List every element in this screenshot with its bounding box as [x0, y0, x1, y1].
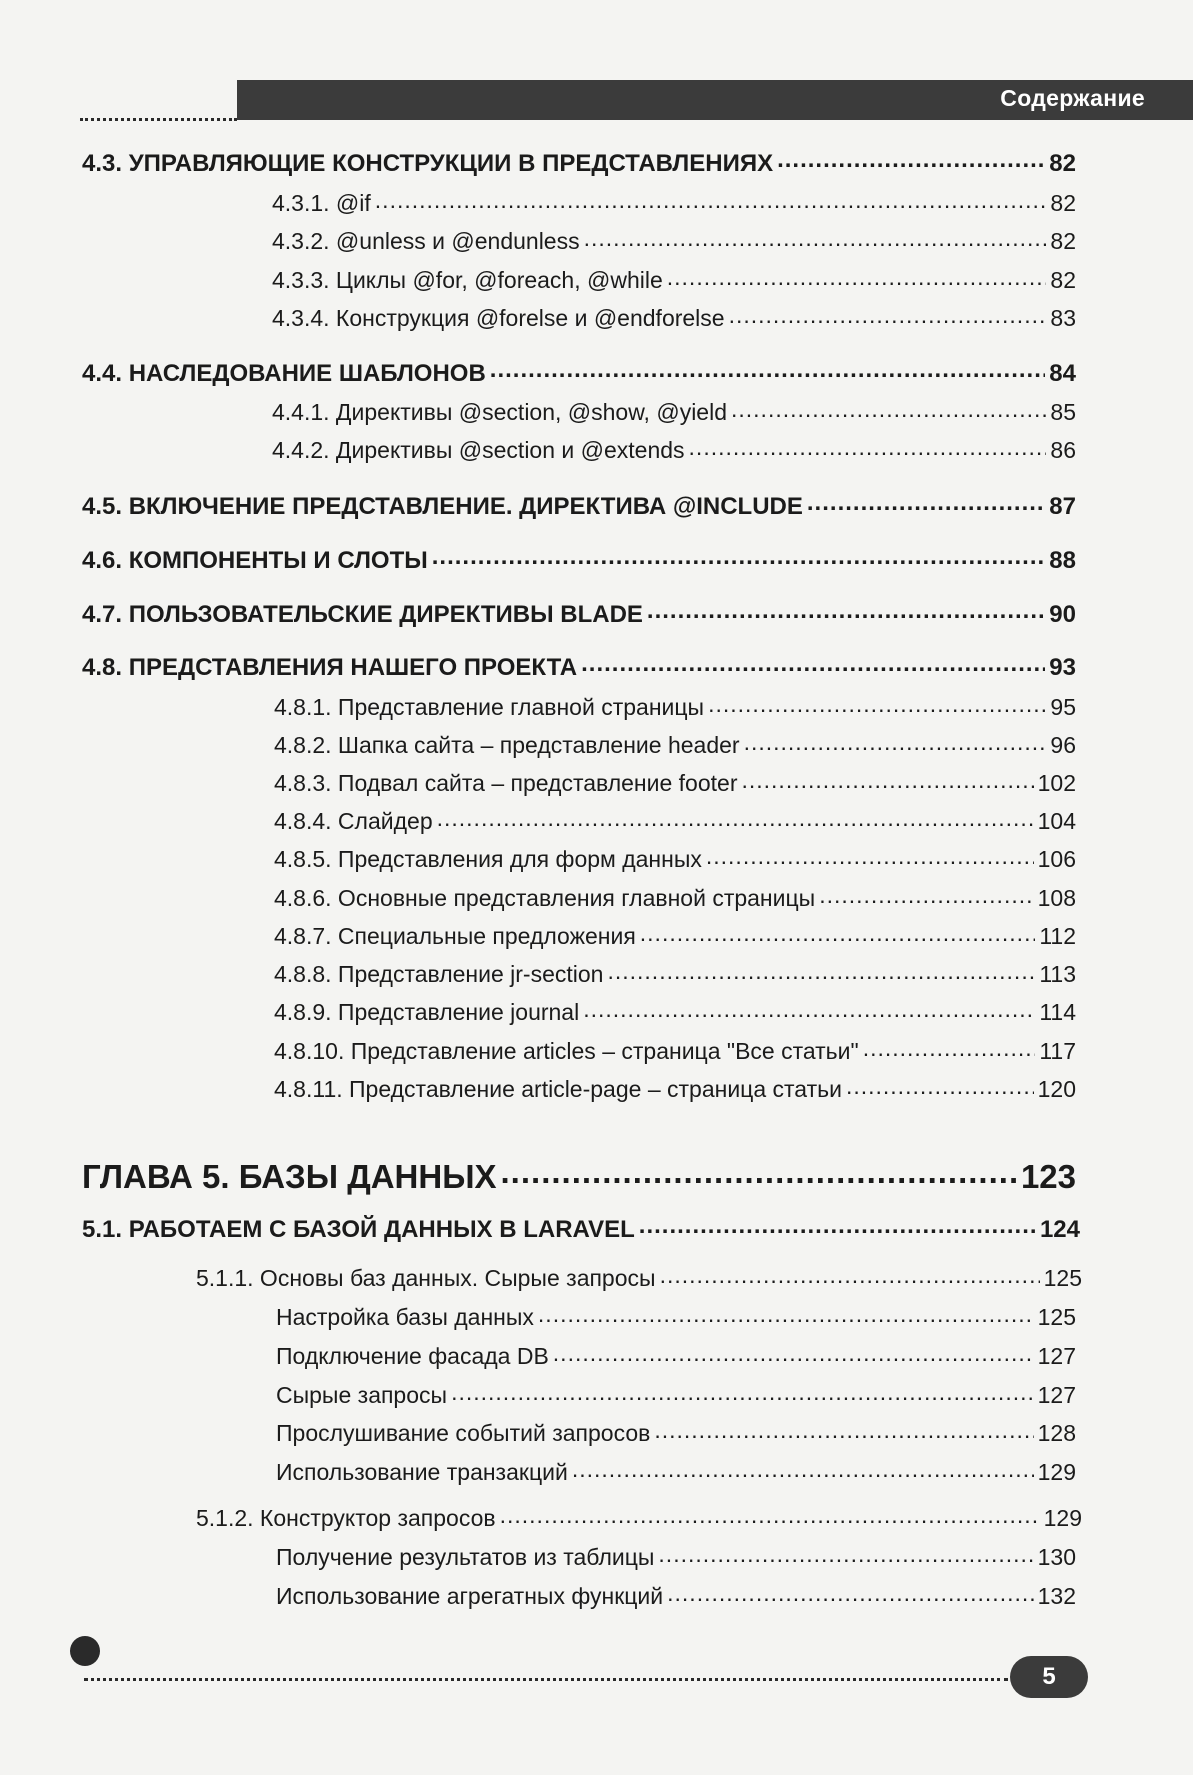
- toc-entry-subsection[interactable]: 4.3.2. @unless и @endunless ..... 82: [272, 226, 1076, 255]
- toc-entry-subsection[interactable]: 4.8.10. Представление articles – страница "Все статьи" ..... 117: [274, 1036, 1076, 1065]
- toc-entry-subsection[interactable]: 4.8.2. Шапка сайта – представление header ..... 96: [274, 730, 1076, 759]
- toc-entry-section[interactable]: 4.6. КОМПОНЕНТЫ И СЛОТЫ ..... 88: [82, 544, 1076, 575]
- toc-entry-subsection[interactable]: 4.8.8. Представление jr-section ..... 113: [274, 959, 1076, 988]
- toc-entry-subsection[interactable]: 4.8.7. Специальные предложения ..... 112: [274, 921, 1076, 950]
- toc-entry-topic[interactable]: Настройка базы данных ..... 125: [276, 1302, 1076, 1331]
- toc-entry-section[interactable]: 5.1. РАБОТАЕМ С БАЗОЙ ДАННЫХ В LARAVEL ..... 124: [82, 1213, 1080, 1244]
- toc-entry-chapter[interactable]: ГЛАВА 5. БАЗЫ ДАННЫХ ..... 123: [82, 1155, 1076, 1196]
- toc-entry-topic[interactable]: Сырые запросы ..... 127: [276, 1380, 1076, 1409]
- toc-entry-topic[interactable]: Получение результатов из таблицы ..... 130: [276, 1542, 1076, 1571]
- footer-dotted-rule: [84, 1678, 1008, 1681]
- toc-entry-subsection[interactable]: 4.8.11. Представление article-page – страница статьи ..... 120: [274, 1074, 1076, 1103]
- page-number-badge: 5: [1010, 1656, 1088, 1698]
- toc-entry-subsection[interactable]: 4.8.9. Представление journal ..... 114: [274, 997, 1076, 1026]
- toc-entry-section[interactable]: 4.7. ПОЛЬЗОВАТЕЛЬСКИЕ ДИРЕКТИВЫ BLADE ..... 90: [82, 598, 1076, 629]
- toc-entry-subsection[interactable]: 4.8.1. Представление главной страницы ..... 95: [274, 692, 1076, 721]
- toc-entry-topic[interactable]: Подключение фасада DB ..... 127: [276, 1341, 1076, 1370]
- toc-entry-section[interactable]: 4.3. УПРАВЛЯЮЩИЕ КОНСТРУКЦИИ В ПРЕДСТАВЛЕНИЯХ ..... 82: [82, 147, 1076, 178]
- toc-entry-subsection[interactable]: 4.3.3. Циклы @for, @foreach, @while ..... 82: [272, 265, 1076, 294]
- toc-entry-topic[interactable]: Использование транзакций ..... 129: [276, 1457, 1076, 1486]
- toc-entry-subsection[interactable]: 4.8.3. Подвал сайта – представление footer ..... 102: [274, 768, 1076, 797]
- toc-entry-subsection[interactable]: 4.4.2. Директивы @section и @extends ..... 86: [272, 435, 1076, 464]
- toc-entry-subsection[interactable]: 4.4.1. Директивы @section, @show, @yield ..... 85: [272, 397, 1076, 426]
- toc-entry-topic[interactable]: Прослушивание событий запросов ..... 128: [276, 1418, 1076, 1447]
- toc-entry-subsection[interactable]: 5.1.1. Основы баз данных. Сырые запросы ..... 125: [196, 1263, 1082, 1292]
- toc-entry-subsection[interactable]: 4.8.4. Слайдер ..... 104: [274, 806, 1076, 835]
- toc-entry-subsection[interactable]: 5.1.2. Конструктор запросов ..... 129: [196, 1503, 1082, 1532]
- toc-entry-topic[interactable]: Использование агрегатных функций ..... 132: [276, 1581, 1076, 1610]
- toc-entry-section[interactable]: 4.8. ПРЕДСТАВЛЕНИЯ НАШЕГО ПРОЕКТА ..... 93: [82, 651, 1076, 682]
- toc-entry-subsection[interactable]: 4.3.1. @if ..... 82: [272, 188, 1076, 217]
- footer-bullet-icon: [70, 1636, 100, 1666]
- toc-entry-section[interactable]: 4.5. ВКЛЮЧЕНИЕ ПРЕДСТАВЛЕНИЕ. ДИРЕКТИВА @INCLUDE ..... 87: [82, 490, 1076, 521]
- toc-entry-subsection[interactable]: 4.8.6. Основные представления главной страницы ..... 108: [274, 883, 1076, 912]
- toc-entry-section[interactable]: 4.4. НАСЛЕДОВАНИЕ ШАБЛОНОВ ..... 84: [82, 357, 1076, 388]
- running-header-title: Содержание: [1000, 85, 1145, 111]
- toc-entry-subsection[interactable]: 4.3.4. Конструкция @forelse и @endforelse ..... 83: [272, 303, 1076, 332]
- toc-entry-subsection[interactable]: 4.8.5. Представления для форм данных ..... 106: [274, 844, 1076, 873]
